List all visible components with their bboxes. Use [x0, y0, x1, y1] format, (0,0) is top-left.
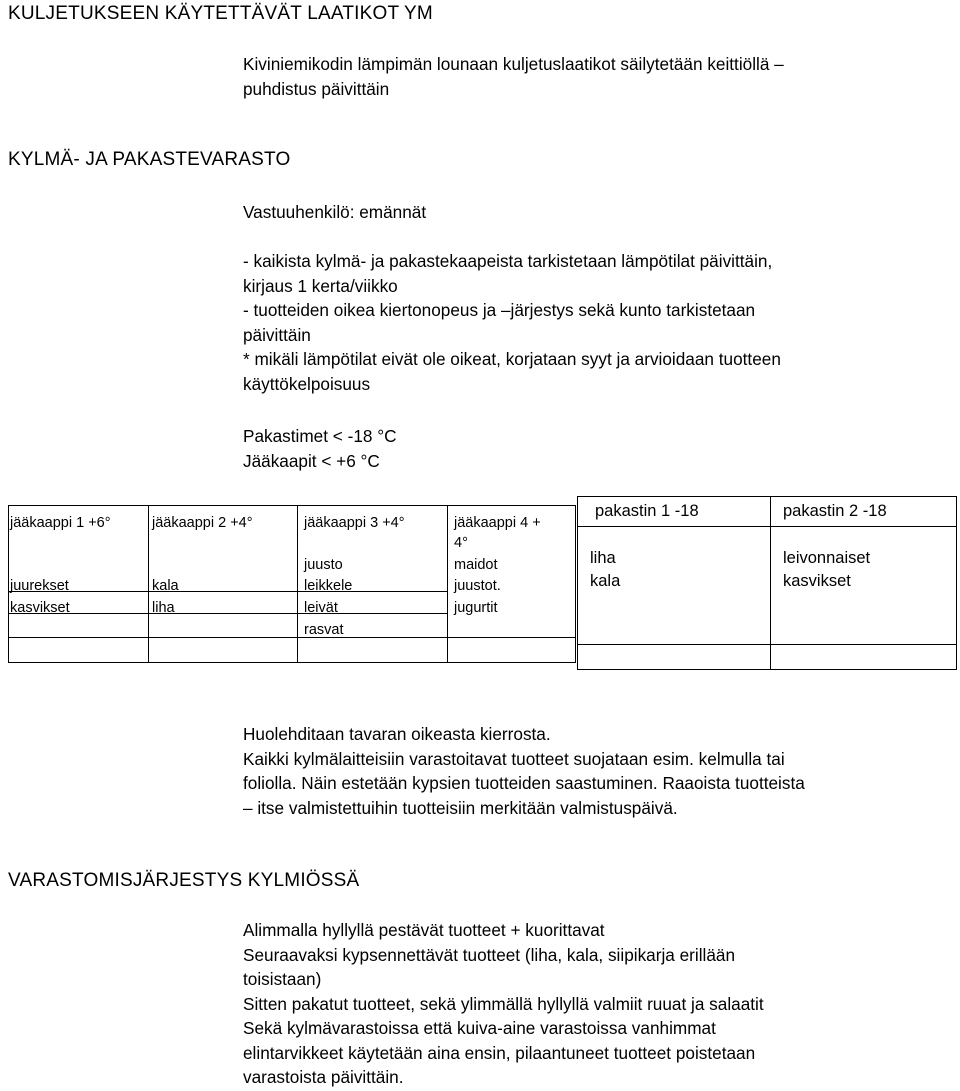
fridge-1-header: jääkaappi 1 +6°	[10, 515, 111, 531]
section-title-storage-order: VARASTOMISJÄRJESTYS KYLMIÖSSÄ	[8, 870, 360, 891]
fridge-table	[8, 505, 576, 663]
fridge-3-item: leikkele	[304, 578, 353, 594]
responsible-text: Vastuuhenkilö: emännät	[243, 202, 427, 222]
storage-line: Sekä kylmävarastoissa että kuiva-aine varastoissa vanhimmat	[243, 1018, 716, 1038]
fridge-4-item: jugurtit	[454, 600, 498, 616]
storage-line: Alimmalla hyllyllä pestävät tuotteet + kuorittavat	[243, 920, 605, 940]
handling-line: – itse valmistettuihin tuotteisiin merkitään valmistuspäivä.	[243, 797, 678, 818]
freezer-table	[577, 496, 957, 670]
fridge-3-item: juusto	[304, 557, 343, 573]
fridge-4-header-cont: 4°	[454, 535, 468, 551]
text-line: puhdistus päivittäin	[243, 78, 390, 99]
check-line: päivittäin	[243, 324, 311, 345]
fridge-4-header: jääkaappi 4 +	[454, 515, 541, 531]
row-divider	[577, 644, 957, 645]
temperature-limits	[243, 424, 948, 473]
storage-line: Sitten pakatut tuotteet, sekä ylimmällä hyllyllä valmiit ruuat ja salaatit	[243, 993, 764, 1014]
responsible-person	[243, 200, 948, 225]
fridge-2-item: kala	[152, 578, 179, 594]
check-line: - tuotteiden oikea kiertonopeus ja –järjestys sekä kunto tarkistetaan	[243, 300, 756, 320]
storage-line: elintarvikkeet käytetään aina ensin, pilaantuneet tuotteet poistetaan	[243, 1042, 756, 1063]
fridge-3-header: jääkaappi 3 +4°	[304, 515, 405, 531]
freezer-2-item: kasvikset	[783, 572, 851, 590]
fridge-1-item: juurekset	[10, 578, 69, 594]
handling-line: Kaikki kylmälaitteisiin varastoitavat tuotteet suojataan esim. kelmulla tai	[243, 748, 785, 769]
freezer-limit: Pakastimet < -18 °C	[243, 426, 397, 446]
freezer-1-header: pakastin 1 -18	[595, 502, 699, 520]
handling-instructions	[243, 722, 948, 820]
row-divider	[577, 526, 957, 527]
storage-line: toisistaan)	[243, 969, 322, 989]
check-line: * mikäli lämpötilat eivät ole oikeat, korjataan syyt ja arvioidaan tuotteen	[243, 349, 781, 369]
storage-line: Seuraavaksi kypsennettävät tuotteet (liha, kala, siipikarja erillään	[243, 944, 736, 965]
storage-line: varastoista päivittäin.	[243, 1067, 404, 1087]
handling-line: Huolehditaan tavaran oikeasta kierrosta.	[243, 724, 551, 744]
fridge-1-item: kasvikset	[10, 600, 70, 616]
row-divider	[8, 613, 448, 614]
handling-line: foliolla. Näin estetään kypsien tuotteiden saastuminen. Raaoista tuotteista	[243, 773, 805, 793]
freezer-2-header: pakastin 2 -18	[783, 502, 887, 520]
section-title-cold-storage: KYLMÄ- JA PAKASTEVARASTO	[8, 149, 291, 170]
check-line: kirjaus 1 kerta/viikko	[243, 275, 398, 296]
check-line: - kaikista kylmä- ja pakastekaapeista tarkistetaan lämpötilat päivittäin,	[243, 251, 773, 271]
check-line: käyttökelpoisuus	[243, 373, 371, 394]
freezer-1-item: liha	[590, 549, 616, 567]
transport-boxes-text	[243, 52, 948, 101]
fridge-limit: Jääkaapit < +6 °C	[243, 450, 380, 471]
column-divider	[447, 505, 448, 663]
row-divider	[8, 637, 576, 638]
fridge-4-item: maidot	[454, 557, 498, 573]
freezer-2-item: leivonnaiset	[783, 549, 871, 567]
column-divider	[148, 505, 149, 663]
fridge-3-item: leivät	[304, 600, 338, 616]
storage-order-text	[243, 918, 948, 1090]
fridge-2-header: jääkaappi 2 +4°	[152, 515, 253, 531]
row-divider	[8, 591, 448, 592]
fridge-2-item: liha	[152, 600, 175, 616]
text-line: Kiviniemikodin lämpimän lounaan kuljetuslaatikot säilytetään keittiöllä –	[243, 54, 784, 74]
check-list	[243, 249, 948, 396]
fridge-4-item: juustot.	[454, 578, 501, 594]
freezer-1-item: kala	[590, 572, 621, 590]
fridge-3-item: rasvat	[304, 622, 344, 638]
section-title-transport-boxes: KULJETUKSEEN KÄYTETTÄVÄT LAATIKOT YM	[8, 3, 433, 24]
column-divider	[297, 505, 298, 663]
